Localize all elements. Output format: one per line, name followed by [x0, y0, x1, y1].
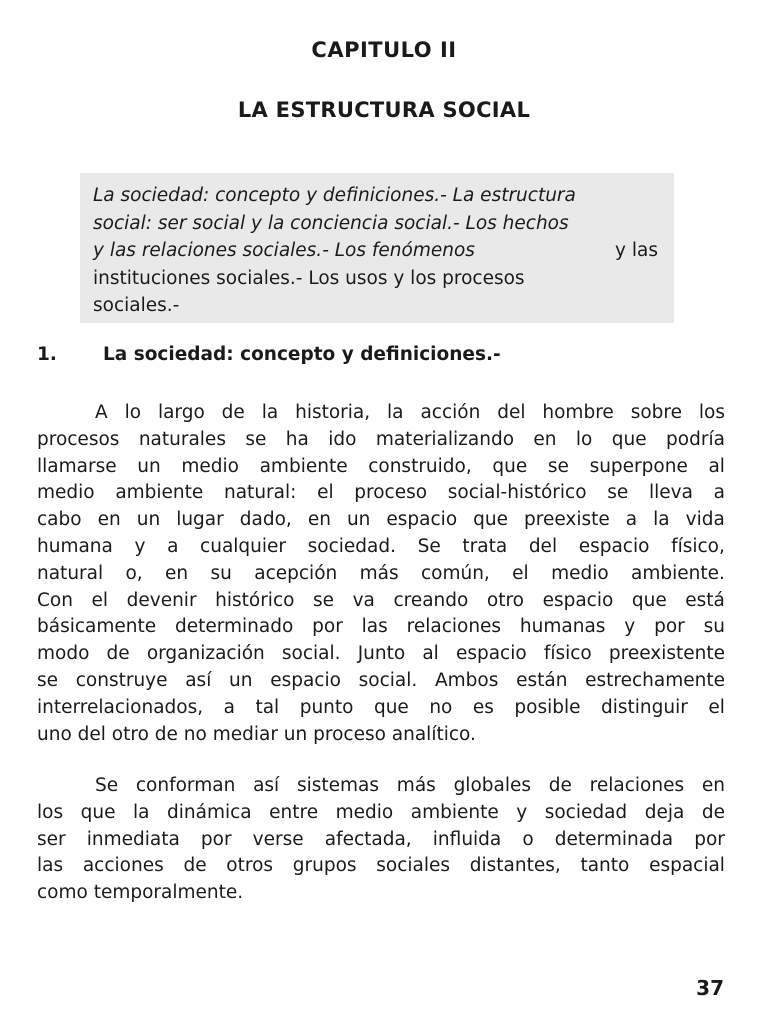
word: no — [429, 696, 453, 718]
paragraph-line: como temporalmente. — [37, 882, 244, 904]
word: la — [653, 509, 670, 531]
word: a — [223, 696, 235, 718]
word: conforman — [135, 775, 236, 796]
word: proceso — [354, 482, 428, 504]
summary-line — [93, 265, 658, 293]
word: se — [547, 455, 569, 477]
word: un — [346, 509, 371, 531]
word: ido — [328, 428, 357, 450]
paragraph-line — [37, 827, 725, 854]
word: Ambos — [434, 669, 499, 691]
word: sistemas — [296, 775, 380, 796]
word: hombre — [542, 402, 614, 423]
word: los — [37, 801, 64, 823]
summary-line-text: La sociedad: concepto y definiciones.- La estructura — [93, 185, 576, 206]
word: en — [97, 509, 121, 531]
paragraph-line — [37, 454, 725, 481]
word: verse — [252, 828, 304, 850]
summary-line-text: social: ser social y la conciencia social.- Los hechos — [93, 212, 569, 234]
word: procesos — [37, 428, 120, 450]
word: a — [625, 509, 638, 531]
paragraph-line — [37, 400, 725, 427]
word: lugar — [176, 509, 224, 531]
paragraph-1 — [37, 400, 725, 748]
word: posible — [514, 696, 581, 718]
word: dinámica — [167, 801, 252, 823]
word: cualquier — [200, 535, 287, 557]
word: humanas — [519, 616, 606, 638]
word: tal — [255, 696, 280, 718]
word: las — [361, 616, 388, 638]
paragraph-line — [37, 668, 725, 695]
paragraph-line — [37, 561, 725, 588]
word: natural — [37, 562, 104, 584]
word: cabo — [37, 509, 82, 531]
word: el — [317, 482, 334, 504]
word: que — [473, 509, 509, 531]
word: la — [261, 402, 279, 423]
paragraph-line — [37, 427, 725, 454]
word: medio — [335, 801, 394, 823]
word: que — [492, 455, 528, 477]
word: se — [313, 589, 335, 611]
word: la — [387, 402, 404, 423]
word: influida — [432, 828, 502, 850]
word: dado, — [239, 509, 292, 531]
summary-line — [93, 237, 658, 265]
word: se — [607, 482, 629, 504]
word: así — [185, 669, 212, 691]
word: preexistente — [608, 643, 725, 665]
word: medio — [551, 562, 609, 584]
word: acepción — [254, 562, 338, 584]
paragraph-line — [37, 773, 725, 800]
paragraph-line — [37, 507, 725, 534]
summary-line-text: instituciones sociales.- Los usos y los procesos — [93, 267, 525, 289]
word: de — [106, 643, 130, 665]
summary-line-text — [93, 237, 658, 265]
word: por — [694, 828, 725, 850]
word: naturales — [138, 428, 226, 450]
word: construido, — [368, 455, 472, 477]
word: un — [136, 509, 161, 531]
word: va — [352, 589, 375, 611]
word: ambiente — [115, 482, 204, 504]
word: más — [359, 562, 399, 584]
section-heading — [37, 344, 501, 365]
word: en — [533, 428, 557, 450]
paragraph-line: uno del otro de no mediar un proceso analítico. — [37, 723, 476, 745]
word: determinada — [554, 828, 674, 850]
word: en — [307, 509, 331, 531]
word: básicamente — [37, 616, 157, 638]
word: organización — [146, 643, 265, 665]
summary-line — [93, 292, 658, 320]
word: superpone — [589, 455, 688, 477]
summary-italic-text: y las relaciones sociales.- Los fenómenos — [93, 240, 475, 261]
word: sociedad — [544, 801, 628, 823]
word: historia, — [295, 402, 371, 423]
word: por — [312, 616, 343, 638]
word: deja — [644, 801, 685, 823]
word: social-histórico — [447, 482, 587, 504]
word: de — [221, 402, 245, 423]
word: histórico — [215, 589, 295, 611]
word: se — [37, 669, 59, 691]
section-title: La sociedad: concepto y definiciones.- — [103, 344, 501, 365]
word: lo — [124, 402, 142, 423]
word: determinado — [174, 616, 294, 638]
summary-upright-text: y las — [609, 240, 658, 261]
word: sociedad. — [307, 535, 397, 557]
word: globales — [453, 775, 532, 796]
word: del — [528, 535, 558, 557]
word: entre — [269, 801, 319, 823]
word: afectada, — [324, 828, 412, 850]
word: los — [698, 402, 725, 423]
word: relaciones — [589, 775, 685, 796]
word: largo — [157, 402, 205, 423]
word: espacio — [455, 643, 527, 665]
word: está — [685, 589, 725, 611]
chapter-summary-box — [80, 173, 674, 323]
summary-line-text: sociales.- — [93, 295, 180, 316]
word: otros — [226, 855, 274, 877]
word: podría — [666, 428, 725, 450]
word: que — [631, 589, 667, 611]
word: por — [200, 828, 232, 850]
word: común, — [420, 562, 490, 584]
summary-line — [93, 210, 658, 238]
word: otro — [486, 589, 524, 611]
word: y — [134, 535, 146, 557]
word: a — [167, 535, 179, 557]
word: espacial — [649, 855, 725, 877]
paragraph-line — [37, 800, 725, 827]
word: así — [253, 775, 280, 796]
chapter-title: LA ESTRUCTURA SOCIAL — [237, 98, 531, 122]
word: Junto — [357, 643, 406, 665]
word: acciones — [82, 855, 164, 877]
word: ambiente — [259, 455, 348, 477]
word: humana — [37, 535, 113, 557]
word: espacio — [270, 669, 341, 691]
word: A — [95, 402, 108, 423]
word: en — [701, 775, 725, 796]
word: relaciones — [406, 616, 502, 638]
word: sociales — [376, 855, 451, 877]
word: al — [422, 643, 439, 665]
word: a — [713, 482, 725, 504]
paragraph-line — [37, 695, 725, 722]
word: creando — [393, 589, 469, 611]
paragraph-line — [37, 853, 725, 880]
word: un — [229, 669, 253, 691]
word: tanto — [580, 855, 630, 877]
word: se — [245, 428, 267, 450]
word: de — [548, 775, 572, 796]
word: social. — [281, 643, 341, 665]
word: devenir — [126, 589, 197, 611]
word: medio — [181, 455, 239, 477]
word: construye — [75, 669, 168, 691]
word: o, — [125, 562, 143, 584]
word: llamarse — [37, 455, 117, 477]
word: más — [396, 775, 436, 796]
word: espacio — [578, 535, 650, 557]
word: están — [516, 669, 568, 691]
word: o — [522, 828, 534, 850]
word: preexiste — [524, 509, 610, 531]
paragraph-line — [37, 534, 725, 561]
word: un — [137, 455, 161, 477]
word: al — [708, 455, 725, 477]
word: y — [624, 616, 636, 638]
word: vida — [685, 509, 725, 531]
word: punto — [299, 696, 354, 718]
summary-line — [93, 182, 658, 210]
word: lleva — [648, 482, 693, 504]
word: de — [701, 801, 725, 823]
word: estrechamente — [585, 669, 725, 691]
word: acción — [420, 402, 481, 423]
chapter-heading: CAPITULO II — [311, 38, 457, 62]
word: su — [210, 562, 232, 584]
word: sobre — [630, 402, 682, 423]
word: físico — [543, 643, 592, 665]
section-number: 1. — [37, 344, 57, 365]
word: el — [512, 562, 529, 584]
word: ambiente. — [631, 562, 725, 584]
word: interrelacionados, — [37, 696, 204, 718]
word: del — [497, 402, 526, 423]
page-number: 37 — [696, 976, 724, 1000]
word: en — [165, 562, 189, 584]
word: por — [654, 616, 685, 638]
word: distantes, — [469, 855, 561, 877]
word: grupos — [292, 855, 357, 877]
word: las — [37, 855, 64, 877]
word: ambiente — [410, 801, 499, 823]
word: natural: — [224, 482, 297, 504]
word: inmediata — [86, 828, 180, 850]
word: es — [472, 696, 494, 718]
word: de — [183, 855, 207, 877]
word: modo — [37, 643, 90, 665]
word: Se — [417, 535, 441, 557]
paragraph-line — [37, 480, 725, 507]
word: ser — [37, 828, 66, 850]
word: materializando — [375, 428, 515, 450]
word: espacio — [386, 509, 458, 531]
word: el — [91, 589, 109, 611]
paragraph-2 — [37, 773, 725, 907]
paragraph-line — [37, 641, 725, 668]
word: que — [611, 428, 647, 450]
word: el — [708, 696, 725, 718]
word: social. — [358, 669, 418, 691]
word: ha — [285, 428, 309, 450]
word: su — [703, 616, 725, 638]
word: Con — [37, 589, 73, 611]
paragraph-line — [37, 614, 725, 641]
word: lo — [575, 428, 593, 450]
paragraph-line — [37, 588, 725, 615]
word: medio — [37, 482, 95, 504]
word: distinguir — [601, 696, 688, 718]
word: físico, — [671, 535, 725, 557]
word: que — [80, 801, 116, 823]
word: que — [373, 696, 409, 718]
word: y — [516, 801, 528, 823]
word: espacio — [542, 589, 614, 611]
word: la — [133, 801, 150, 823]
word: trata — [462, 535, 508, 557]
word: Se — [95, 775, 119, 796]
